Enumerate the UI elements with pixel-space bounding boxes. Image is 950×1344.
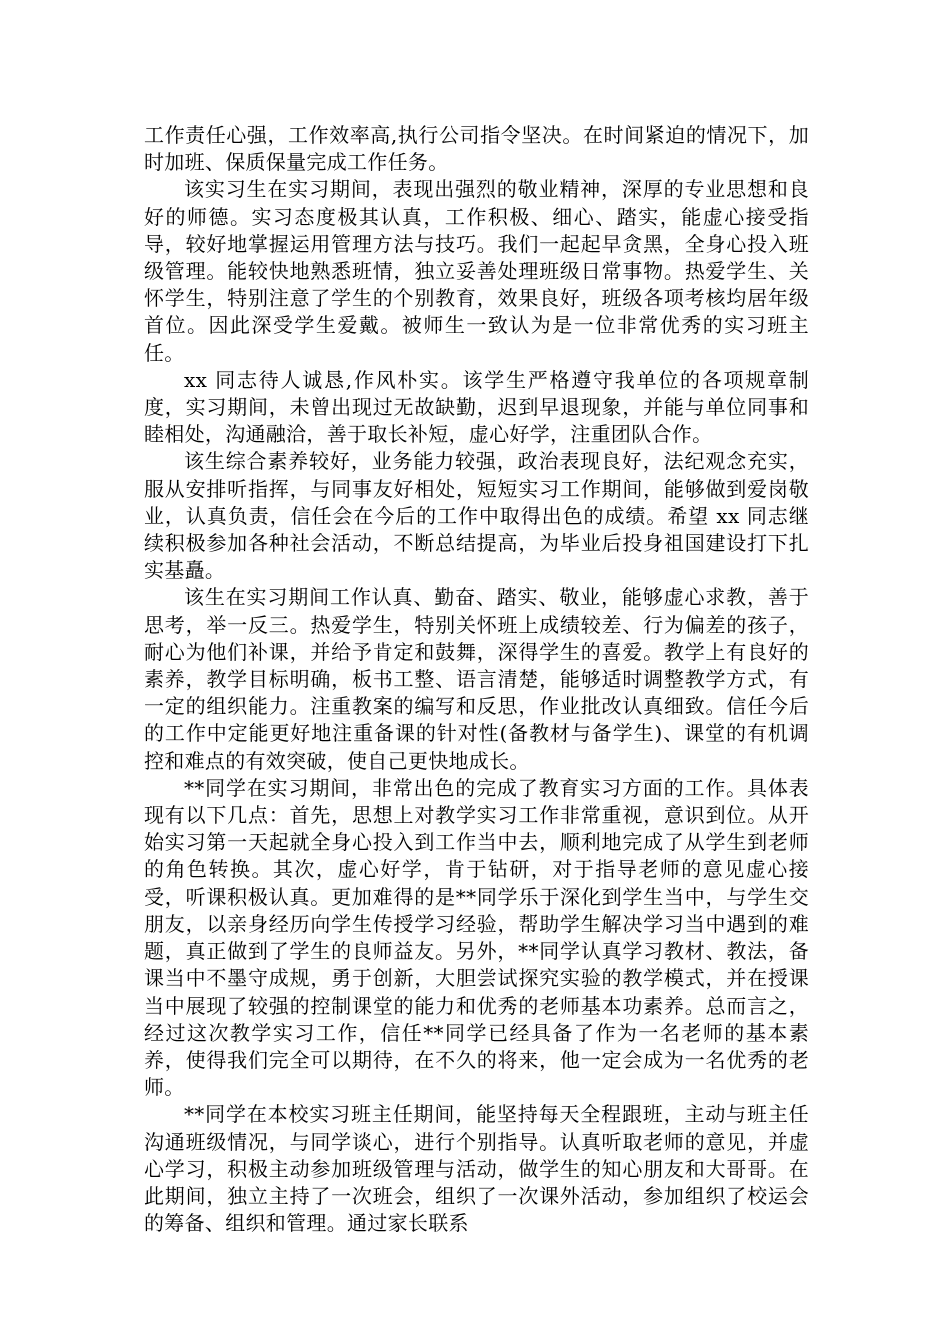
paragraph-4: 该生综合素养较好，业务能力较强，政治表现良好，法纪观念充实，服从安排听指挥，与同事友好相处，短短实习工作期间，能够做到爱岗敬业，认真负责，信任会在今后的工作中取得出色的成绩。希望 xx 同志继续积极参加各种社会活动，不断总结提高，为毕业后投身祖国建设打下扎实基矗。 [144,449,809,583]
paragraph-3: xx 同志待人诚恳,作风朴实。该学生严格遵守我单位的各项规章制度，实习期间，未曾出现过无故缺勤，迟到早退现象，并能与单位同事和睦相处，沟通融洽，善于取长补短，虚心好学，注重团队合作。 [144,367,809,447]
document-page [144,122,809,1237]
paragraph-6: **同学在实习期间，非常出色的完成了教育实习方面的工作。具体表现有以下几点：首先，思想上对教学实习工作非常重视，意识到位。从开始实习第一天起就全身心投入到工作当中去，顺利地完成了从学生到老师的角色转换。其次，虚心好学，肯于钻研，对于指导老师的意见虚心接受，听课积极认真。更加难得的是**同学乐于深化到学生当中，与学生交朋友，以亲身经历向学生传授学习经验，帮助学生解决学习当中遇到的难题，真正做到了学生的良师益友。另外，**同学认真学习教材、教法，备课当中不墨守成规，勇于创新，大胆尝试探究实验的教学模式，并在授课当中展现了较强的控制课堂的能力和优秀的老师基本功素养。总而言之，经过这次教学实习工作，信任**同学已经具备了作为一名老师的基本素养，使得我们完全可以期待，在不久的将来，他一定会成为一名优秀的老师。 [144,775,809,1100]
paragraph-1: 工作责任心强，工作效率高,执行公司指令坚决。在时间紧迫的情况下，加时加班、保质保量完成工作任务。 [144,123,809,175]
paragraph-2: 该实习生在实习期间，表现出强烈的敬业精神，深厚的专业思想和良好的师德。实习态度极其认真，工作积极、细心、踏实，能虚心接受指导，较好地掌握运用管理方法与技巧。我们一起起早贪黑，全身心投入班级管理。能较快地熟悉班情，独立妥善处理班级日常事物。热爱学生、关怀学生，特别注意了学生的个别教育，效果良好，班级各项考核均居年级首位。因此深受学生爱戴。被师生一致认为是一位非常优秀的实习班主任。 [144,177,809,365]
paragraph-7: **同学在本校实习班主任期间，能坚持每天全程跟班，主动与班主任沟通班级情况，与同学谈心，进行个别指导。认真听取老师的意见，并虚心学习，积极主动参加班级管理与活动，做学生的知心朋友和大哥哥。在此期间，独立主持了一次班会，组织了一次课外活动，参加组织了校运会的筹备、组织和管理。通过家长联系 [144,1102,809,1236]
paragraph-5: 该生在实习期间工作认真、勤奋、踏实、敬业，能够虚心求教，善于思考，举一反三。热爱学生，特别关怀班上成绩较差、行为偏差的孩子，耐心为他们补课，并给予肯定和鼓舞，深得学生的喜爱。教学上有良好的素养，教学目标明确，板书工整、语言清楚，能够适时调整教学方式，有一定的组织能力。注重教案的编写和反思，作业批改认真细致。信任今后的工作中定能更好地注重备课的针对性(备教材与备学生)、课堂的有机调控和难点的有效突破，使自己更快地成长。 [144,585,809,773]
